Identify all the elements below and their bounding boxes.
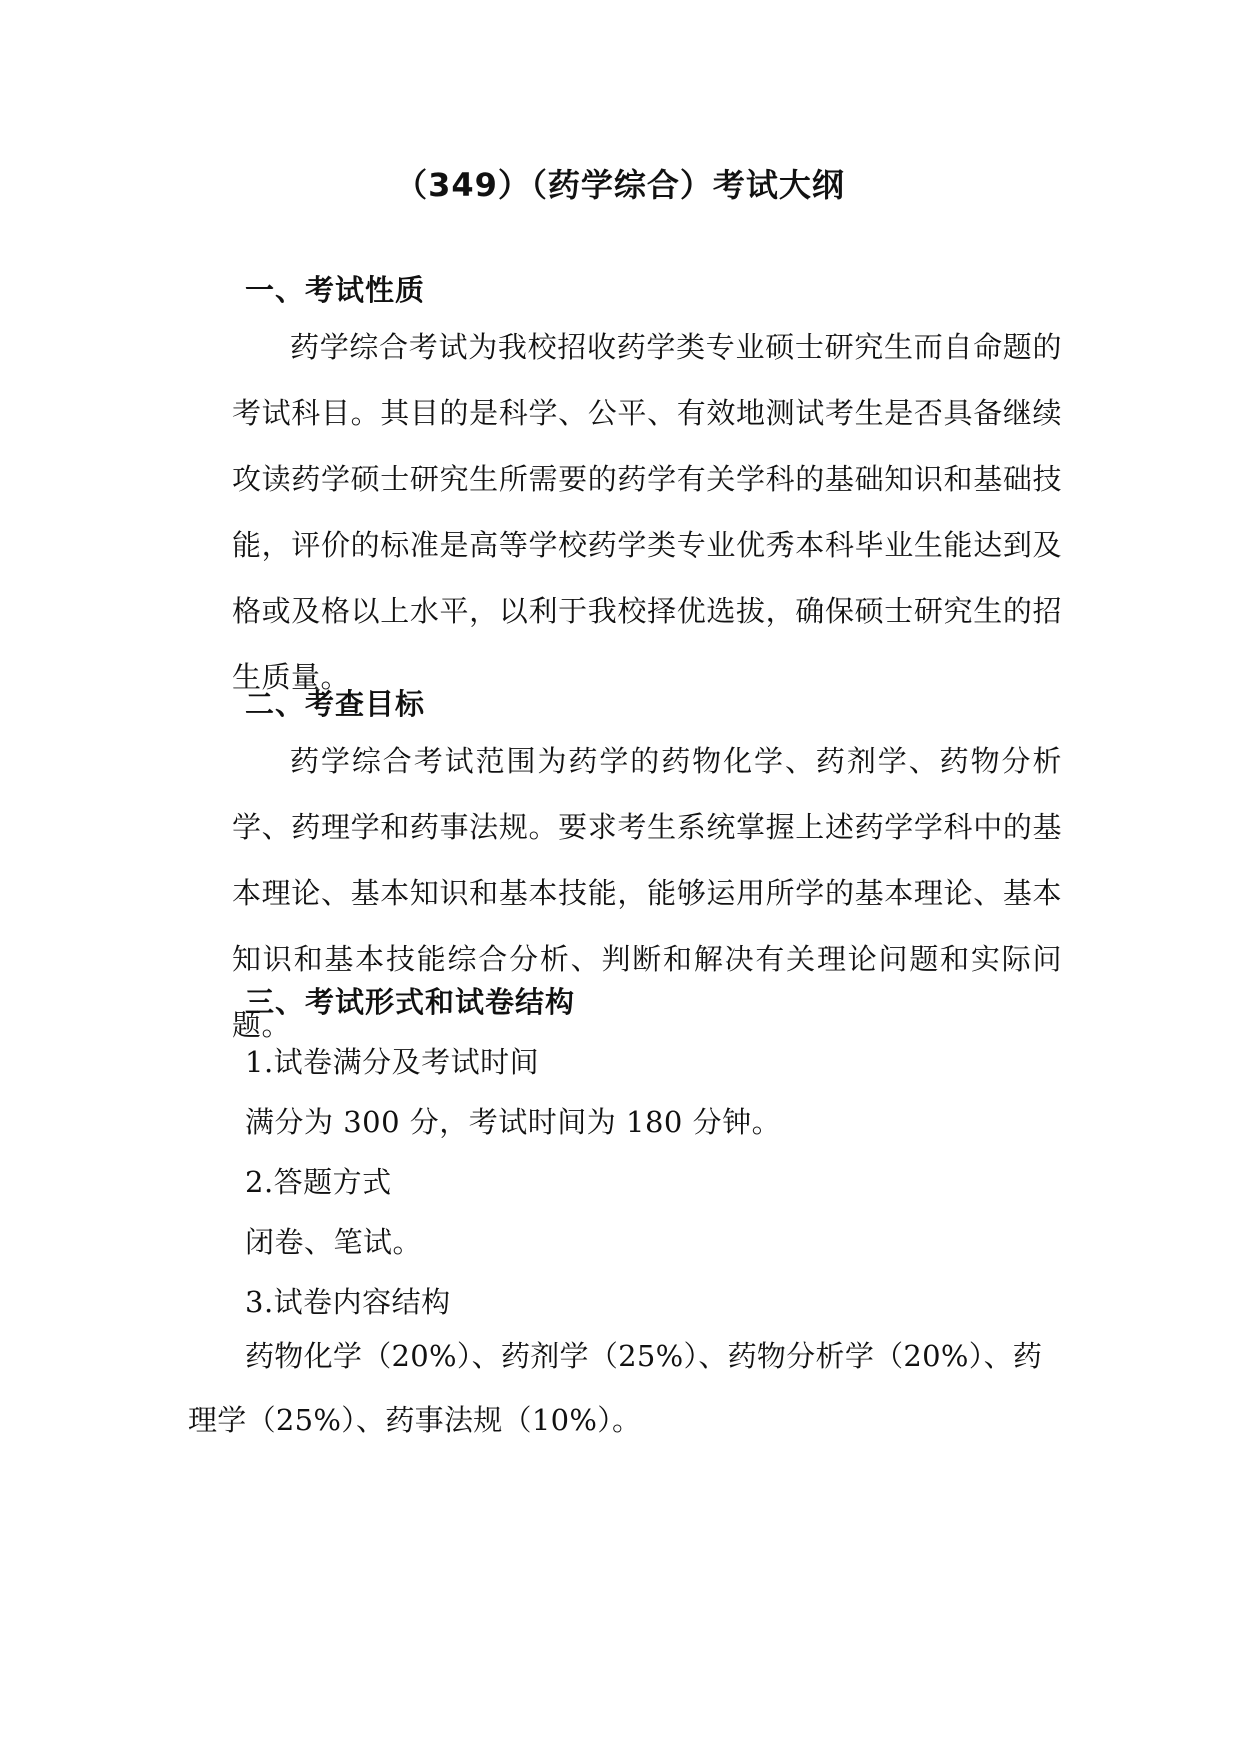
section-heading-objective: 二、考查目标 — [245, 687, 426, 721]
item-content-answer-mode: 闭卷、笔试。 — [245, 1225, 423, 1259]
section-heading-format: 三、考试形式和试卷结构 — [245, 985, 576, 1019]
section-paragraph-objective: 药学综合考试范围为药学的药物化学、药剂学、药物分析学、药理学和药事法规。要求考生系统掌握上述药学学科中的基本理论、基本知识和基本技能，能够运用所学的基本理论、基本知识和基本技能综合分析、判断和解决有关理论问题和实际问题。 — [232, 744, 1062, 1042]
item-label-answer-mode: 2.答题方式 — [245, 1165, 392, 1199]
section-heading-nature: 一、考试性质 — [245, 273, 426, 307]
item-content-score-time: 满分为 300 分，考试时间为 180 分钟。 — [245, 1105, 782, 1139]
document-title: （349）（药学综合）考试大纲 — [395, 166, 845, 204]
item-content-content-structure: 药物化学（20%）、药剂学（25%）、药物分析学（20%）、药理学（25%）、药事法规（10%）。 — [188, 1339, 1043, 1437]
item-label-content-structure: 3.试卷内容结构 — [245, 1285, 451, 1319]
item-label-score-time: 1.试卷满分及考试时间 — [245, 1045, 540, 1079]
section-paragraph-nature: 药学综合考试为我校招收药学类专业硕士研究生而自命题的考试科目。其目的是科学、公平、有效地测试考生是否具备继续攻读药学硕士研究生所需要的药学有关学科的基础知识和基础技能，评价的标准是高等学校药学类专业优秀本科毕业生能达到及格或及格以上水平，以利于我校择优选拔，确保硕士研究生的招生质量。 — [232, 330, 1062, 694]
